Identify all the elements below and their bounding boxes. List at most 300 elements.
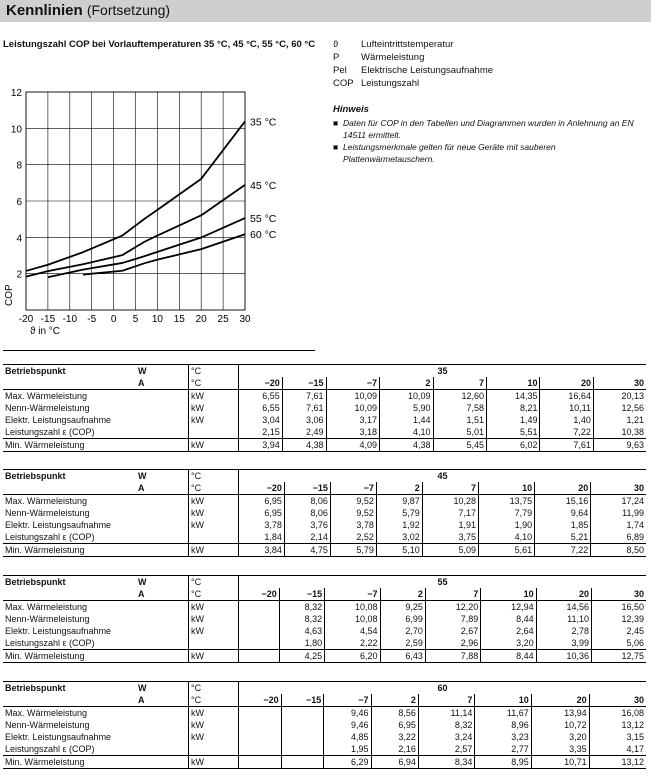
- table-row: [3, 756, 646, 769]
- unit-cell: [189, 743, 239, 756]
- value-cell: 2,22: [325, 637, 380, 650]
- value-cell: 16,64: [540, 390, 593, 403]
- value-cell: 1,74: [591, 519, 646, 531]
- note-title: Hinweis: [333, 104, 369, 115]
- row-label: Elektr. Leistungsaufnahme: [5, 520, 112, 530]
- row-label: Min. Wärmeleistung: [3, 756, 136, 769]
- legend-symbol: ϑ: [333, 39, 339, 50]
- value-cell: 3,78: [239, 519, 285, 531]
- x-tick-label: 25: [217, 314, 229, 325]
- value-cell: 9,64: [535, 507, 591, 519]
- x-tick-label: 10: [151, 314, 163, 325]
- table-row: [3, 719, 646, 731]
- unit-cell: kW: [189, 544, 239, 557]
- value-cell: 5,45: [433, 439, 486, 452]
- value-cell: 2,67: [425, 625, 480, 637]
- value-cell: 10,11: [540, 402, 593, 414]
- value-cell: 2,59: [380, 637, 425, 650]
- value-cell: [281, 707, 324, 720]
- w-label: W: [136, 365, 189, 378]
- value-cell: 4,54: [325, 625, 380, 637]
- value-cell: 1,51: [433, 414, 486, 426]
- unit-cell: °C: [189, 365, 239, 378]
- value-cell: 4,85: [324, 731, 371, 743]
- value-cell: [239, 719, 282, 731]
- value-cell: 4,17: [589, 743, 646, 756]
- value-cell: 9,46: [324, 707, 371, 720]
- table-row: [3, 544, 646, 557]
- value-cell: [239, 650, 280, 663]
- y-tick-label: 6: [16, 197, 22, 208]
- air-temp-header: 2: [376, 482, 422, 495]
- unit-cell: kW: [189, 507, 239, 519]
- value-cell: 3,24: [418, 731, 474, 743]
- value-cell: 6,29: [324, 756, 371, 769]
- value-cell: 5,90: [380, 402, 433, 414]
- unit-cell: kW: [189, 402, 239, 414]
- value-cell: 9,52: [330, 507, 376, 519]
- air-temp-header: 10: [486, 377, 539, 390]
- value-cell: [281, 743, 324, 756]
- operating-table-60: [3, 681, 646, 769]
- table-row: [3, 414, 646, 426]
- value-cell: 5,21: [535, 531, 591, 544]
- value-cell: 8,32: [279, 601, 324, 614]
- value-cell: 10,08: [325, 601, 380, 614]
- unit-cell: kW: [189, 495, 239, 508]
- table-row: [3, 601, 646, 614]
- value-cell: 5,79: [376, 507, 422, 519]
- x-tick-label: 0: [110, 314, 117, 325]
- legend-row: [333, 64, 493, 77]
- chart-title: Leistungszahl COP bei Vorlauftemperaturen 35 °C, 45 °C, 55 °C, 60 °C: [3, 39, 316, 50]
- value-cell: 3,20: [481, 637, 536, 650]
- value-cell: 3,76: [284, 519, 330, 531]
- symbol-legend: [333, 38, 493, 90]
- legend-row: [333, 77, 493, 90]
- air-temp-header: 20: [540, 377, 593, 390]
- row-label: Elektr. Leistungsaufnahme: [5, 732, 112, 742]
- value-cell: 4,09: [326, 439, 379, 452]
- value-cell: 13,75: [478, 495, 534, 508]
- value-cell: 1,40: [540, 414, 593, 426]
- y-tick-label: 12: [10, 88, 22, 99]
- row-label: Nenn-Wärmeleistung: [5, 720, 90, 730]
- value-cell: 4,38: [380, 439, 433, 452]
- unit-cell: kW: [189, 650, 239, 663]
- flow-temperature: 35: [239, 365, 647, 378]
- value-cell: 4,63: [279, 625, 324, 637]
- table-row: [3, 402, 646, 414]
- value-cell: 6,20: [325, 650, 380, 663]
- table-row: [3, 743, 646, 756]
- value-cell: 3,04: [239, 414, 283, 426]
- unit-cell: °C: [189, 482, 239, 495]
- cop-chart: [0, 82, 320, 344]
- unit-cell: kW: [189, 756, 239, 769]
- y-tick-label: 2: [16, 269, 22, 281]
- chart-divider: [3, 350, 315, 351]
- value-cell: 10,71: [531, 756, 589, 769]
- x-axis-label: ϑ in °C: [30, 326, 61, 337]
- table-row: [3, 390, 646, 403]
- value-cell: 7,61: [282, 402, 326, 414]
- air-temp-header: 30: [593, 377, 646, 390]
- y-tick-label: 8: [16, 160, 22, 172]
- a-label: A: [136, 694, 189, 707]
- row-label: Max. Wärmeleistung: [5, 708, 88, 718]
- value-cell: 3,06: [282, 414, 326, 426]
- air-temp-header: −15: [282, 377, 326, 390]
- value-cell: 5,10: [376, 544, 422, 557]
- value-cell: 3,23: [475, 731, 531, 743]
- value-cell: 2,15: [239, 426, 283, 439]
- air-temp-header: 7: [433, 377, 486, 390]
- unit-cell: kW: [189, 519, 239, 531]
- air-temp-header: −20: [239, 694, 282, 707]
- value-cell: 9,52: [330, 495, 376, 508]
- value-cell: 5,06: [592, 637, 646, 650]
- value-cell: 1,85: [535, 519, 591, 531]
- value-cell: 12,56: [593, 402, 646, 414]
- value-cell: 3,15: [589, 731, 646, 743]
- series-label: 35 °C: [250, 116, 277, 129]
- value-cell: 1,80: [279, 637, 324, 650]
- table-row: [3, 650, 646, 663]
- value-cell: 3,84: [239, 544, 285, 557]
- value-cell: 3,94: [239, 439, 283, 452]
- unit-cell: °C: [189, 682, 239, 695]
- y-axis-label: COP: [4, 284, 15, 306]
- value-cell: 1,21: [593, 414, 646, 426]
- air-temp-header: 2: [371, 694, 418, 707]
- value-cell: 4,75: [284, 544, 330, 557]
- air-temp-header: 7: [425, 588, 480, 601]
- air-temp-header: −7: [330, 482, 376, 495]
- value-cell: 1,92: [376, 519, 422, 531]
- value-cell: 2,16: [371, 743, 418, 756]
- table-row: [3, 426, 646, 439]
- value-cell: 12,94: [481, 601, 536, 614]
- flow-temperature: 45: [239, 470, 647, 483]
- value-cell: 4,10: [478, 531, 534, 544]
- value-cell: 8,32: [279, 613, 324, 625]
- w-label: W: [136, 682, 189, 695]
- value-cell: 6,55: [239, 402, 283, 414]
- a-label: A: [136, 377, 189, 390]
- value-cell: 6,89: [591, 531, 646, 544]
- value-cell: 9,87: [376, 495, 422, 508]
- series-line: [83, 234, 245, 274]
- table-row: [3, 531, 646, 544]
- value-cell: [239, 613, 280, 625]
- value-cell: 1,90: [478, 519, 534, 531]
- value-cell: 11,14: [418, 707, 474, 720]
- air-temp-header: −7: [324, 694, 371, 707]
- row-label: Max. Wärmeleistung: [5, 496, 88, 506]
- unit-cell: kW: [189, 439, 239, 452]
- value-cell: 9,46: [324, 719, 371, 731]
- value-cell: 12,39: [592, 613, 646, 625]
- air-temp-header: 7: [418, 694, 474, 707]
- unit-cell: kW: [189, 601, 239, 614]
- value-cell: 10,08: [325, 613, 380, 625]
- value-cell: 8,96: [475, 719, 531, 731]
- value-cell: 1,44: [380, 414, 433, 426]
- air-temp-header: 20: [535, 482, 591, 495]
- unit-cell: kW: [189, 390, 239, 403]
- note-item: ■ Daten für COP in den Tabellen und Diagrammen wurden in Anlehnung an EN 14511 ermittelt.: [333, 117, 645, 141]
- row-label: Leistungszahl ε (COP): [3, 531, 136, 544]
- x-tick-label: -5: [87, 314, 97, 325]
- air-temp-header: 7: [422, 482, 478, 495]
- value-cell: 14,56: [536, 601, 591, 614]
- value-cell: [239, 625, 280, 637]
- row-label: Max. Wärmeleistung: [5, 391, 88, 401]
- value-cell: 8,56: [371, 707, 418, 720]
- value-cell: 11,10: [536, 613, 591, 625]
- value-cell: 8,06: [284, 495, 330, 508]
- value-cell: 7,22: [540, 426, 593, 439]
- legend-text: Elektrische Leistungsaufnahme: [361, 65, 494, 76]
- series-label: 45 °C: [250, 179, 277, 192]
- value-cell: 10,09: [326, 390, 379, 403]
- value-cell: 3,20: [531, 731, 589, 743]
- value-cell: 2,64: [481, 625, 536, 637]
- value-cell: 7,89: [425, 613, 480, 625]
- unit-cell: °C: [189, 377, 239, 390]
- value-cell: 6,55: [239, 390, 283, 403]
- value-cell: [239, 756, 282, 769]
- table-row: [3, 519, 646, 531]
- series-label: 55 °C: [250, 213, 277, 226]
- air-temp-header: −20: [239, 482, 285, 495]
- page-title: Kennlinien: [6, 2, 83, 19]
- value-cell: 6,94: [371, 756, 418, 769]
- air-temp-header: 30: [591, 482, 646, 495]
- air-temp-header: −20: [239, 588, 280, 601]
- value-cell: 4,10: [380, 426, 433, 439]
- value-cell: 3,18: [326, 426, 379, 439]
- value-cell: 10,09: [380, 390, 433, 403]
- value-cell: 7,79: [478, 507, 534, 519]
- w-label: W: [136, 470, 189, 483]
- value-cell: 17,24: [591, 495, 646, 508]
- x-tick-label: -20: [18, 314, 34, 325]
- legend-row: [333, 51, 493, 64]
- row-label: Min. Wärmeleistung: [3, 439, 136, 452]
- value-cell: 3,78: [330, 519, 376, 531]
- value-cell: 8,06: [284, 507, 330, 519]
- value-cell: 1,91: [422, 519, 478, 531]
- value-cell: 2,14: [284, 531, 330, 544]
- series-label: 60 °C: [250, 229, 277, 242]
- value-cell: [239, 601, 280, 614]
- value-cell: 3,35: [531, 743, 589, 756]
- x-tick-label: 30: [239, 314, 251, 325]
- value-cell: 1,49: [486, 414, 539, 426]
- value-cell: 2,45: [592, 625, 646, 637]
- value-cell: 3,02: [376, 531, 422, 544]
- operating-table-45: [3, 469, 646, 557]
- row-label: Nenn-Wärmeleistung: [5, 403, 90, 413]
- note-box: [333, 104, 645, 165]
- air-temp-header: 10: [475, 694, 531, 707]
- value-cell: 10,38: [593, 426, 646, 439]
- value-cell: 3,17: [326, 414, 379, 426]
- table-row: [3, 625, 646, 637]
- operating-table-35: [3, 364, 646, 452]
- value-cell: [281, 731, 324, 743]
- legend-text: Leistungszahl: [361, 78, 420, 89]
- air-temp-header: 2: [380, 377, 433, 390]
- value-cell: 1,95: [324, 743, 371, 756]
- air-temp-header: 2: [380, 588, 425, 601]
- value-cell: 6,02: [486, 439, 539, 452]
- value-cell: 6,95: [371, 719, 418, 731]
- air-temp-header: 30: [589, 694, 646, 707]
- value-cell: 1,84: [239, 531, 285, 544]
- value-cell: [239, 731, 282, 743]
- a-label: A: [136, 482, 189, 495]
- value-cell: [239, 707, 282, 720]
- table-row: [3, 707, 646, 720]
- value-cell: 7,61: [540, 439, 593, 452]
- row-label: Min. Wärmeleistung: [3, 544, 136, 557]
- air-temp-header: −15: [279, 588, 324, 601]
- x-tick-label: -15: [40, 314, 56, 325]
- legend-symbol: COP: [333, 78, 354, 89]
- value-cell: 11,67: [475, 707, 531, 720]
- value-cell: 3,99: [536, 637, 591, 650]
- air-temp-header: 10: [478, 482, 534, 495]
- operating-table-55: [3, 575, 646, 663]
- value-cell: 7,17: [422, 507, 478, 519]
- page-subtitle: (Fortsetzung): [86, 2, 171, 18]
- page-header: [0, 0, 651, 22]
- table-row: [3, 613, 646, 625]
- table-row: [3, 507, 646, 519]
- value-cell: 7,58: [433, 402, 486, 414]
- air-temp-header: 20: [536, 588, 591, 601]
- value-cell: 13,12: [589, 756, 646, 769]
- air-temp-header: 30: [592, 588, 646, 601]
- value-cell: 2,96: [425, 637, 480, 650]
- value-cell: 10,36: [536, 650, 591, 663]
- value-cell: 8,21: [486, 402, 539, 414]
- value-cell: 3,22: [371, 731, 418, 743]
- x-tick-label: 15: [173, 314, 185, 325]
- value-cell: 15,16: [535, 495, 591, 508]
- value-cell: [281, 756, 324, 769]
- value-cell: 20,13: [593, 390, 646, 403]
- value-cell: 10,09: [326, 402, 379, 414]
- air-temp-header: −15: [284, 482, 330, 495]
- air-temp-header: −7: [325, 588, 380, 601]
- value-cell: 9,63: [593, 439, 646, 452]
- value-cell: 9,25: [380, 601, 425, 614]
- table-row: [3, 495, 646, 508]
- row-header: Betriebspunkt: [3, 470, 136, 483]
- a-label: A: [136, 588, 189, 601]
- value-cell: 8,44: [481, 650, 536, 663]
- row-label: Elektr. Leistungsaufnahme: [5, 415, 112, 425]
- note-item: ■ Leistungsmerkmale gelten für neue Geräte mit sauberen Plattenwärmetauschern.: [333, 141, 645, 165]
- value-cell: 7,22: [535, 544, 591, 557]
- value-cell: 8,50: [591, 544, 646, 557]
- value-cell: 14,35: [486, 390, 539, 403]
- unit-cell: kW: [189, 625, 239, 637]
- row-label: Nenn-Wärmeleistung: [5, 614, 90, 624]
- row-label: Leistungszahl ε (COP): [3, 637, 136, 650]
- row-label: Max. Wärmeleistung: [5, 602, 88, 612]
- value-cell: 16,50: [592, 601, 646, 614]
- value-cell: 16,08: [589, 707, 646, 720]
- value-cell: 5,01: [433, 426, 486, 439]
- unit-cell: [189, 637, 239, 650]
- value-cell: 2,70: [380, 625, 425, 637]
- value-cell: 8,32: [418, 719, 474, 731]
- row-label: Elektr. Leistungsaufnahme: [5, 626, 112, 636]
- note-text: Daten für COP in den Tabellen und Diagrammen wurden in Anlehnung an EN 14511 ermittelt.: [343, 118, 634, 140]
- air-temp-header: 10: [481, 588, 536, 601]
- table-row: [3, 731, 646, 743]
- unit-cell: kW: [189, 719, 239, 731]
- unit-cell: [189, 531, 239, 544]
- x-tick-label: -10: [62, 314, 78, 325]
- value-cell: 4,38: [282, 439, 326, 452]
- unit-cell: kW: [189, 613, 239, 625]
- y-tick-label: 4: [16, 233, 22, 245]
- value-cell: [239, 743, 282, 756]
- y-tick-label: 10: [10, 124, 22, 136]
- unit-cell: °C: [189, 694, 239, 707]
- value-cell: 5,79: [330, 544, 376, 557]
- air-temp-header: −7: [326, 377, 379, 390]
- value-cell: 8,95: [475, 756, 531, 769]
- value-cell: 7,61: [282, 390, 326, 403]
- value-cell: 10,72: [531, 719, 589, 731]
- value-cell: 12,75: [592, 650, 646, 663]
- row-label: Nenn-Wärmeleistung: [5, 508, 90, 518]
- value-cell: 4,25: [279, 650, 324, 663]
- row-label: Min. Wärmeleistung: [3, 650, 136, 663]
- flow-temperature: 60: [239, 682, 647, 695]
- table-row: [3, 439, 646, 452]
- legend-text: Lufteintrittstemperatur: [361, 39, 454, 50]
- air-temp-header: −15: [281, 694, 324, 707]
- value-cell: 6,95: [239, 495, 285, 508]
- value-cell: 11,99: [591, 507, 646, 519]
- value-cell: 6,43: [380, 650, 425, 663]
- legend-symbol: P: [333, 52, 340, 63]
- unit-cell: [189, 426, 239, 439]
- note-text: Leistungsmerkmale gelten für neue Geräte mit sauberen Plattenwärmetauschern.: [343, 142, 556, 164]
- value-cell: 12,60: [433, 390, 486, 403]
- row-label: Leistungszahl ε (COP): [3, 426, 136, 439]
- series-line: [48, 218, 245, 277]
- legend-symbol: Pel: [333, 65, 347, 76]
- value-cell: 5,51: [486, 426, 539, 439]
- value-cell: 8,34: [418, 756, 474, 769]
- value-cell: 2,78: [536, 625, 591, 637]
- value-cell: 3,75: [422, 531, 478, 544]
- value-cell: 5,09: [422, 544, 478, 557]
- unit-cell: kW: [189, 707, 239, 720]
- table-row: [3, 637, 646, 650]
- value-cell: 10,28: [422, 495, 478, 508]
- air-temp-header: −20: [239, 377, 283, 390]
